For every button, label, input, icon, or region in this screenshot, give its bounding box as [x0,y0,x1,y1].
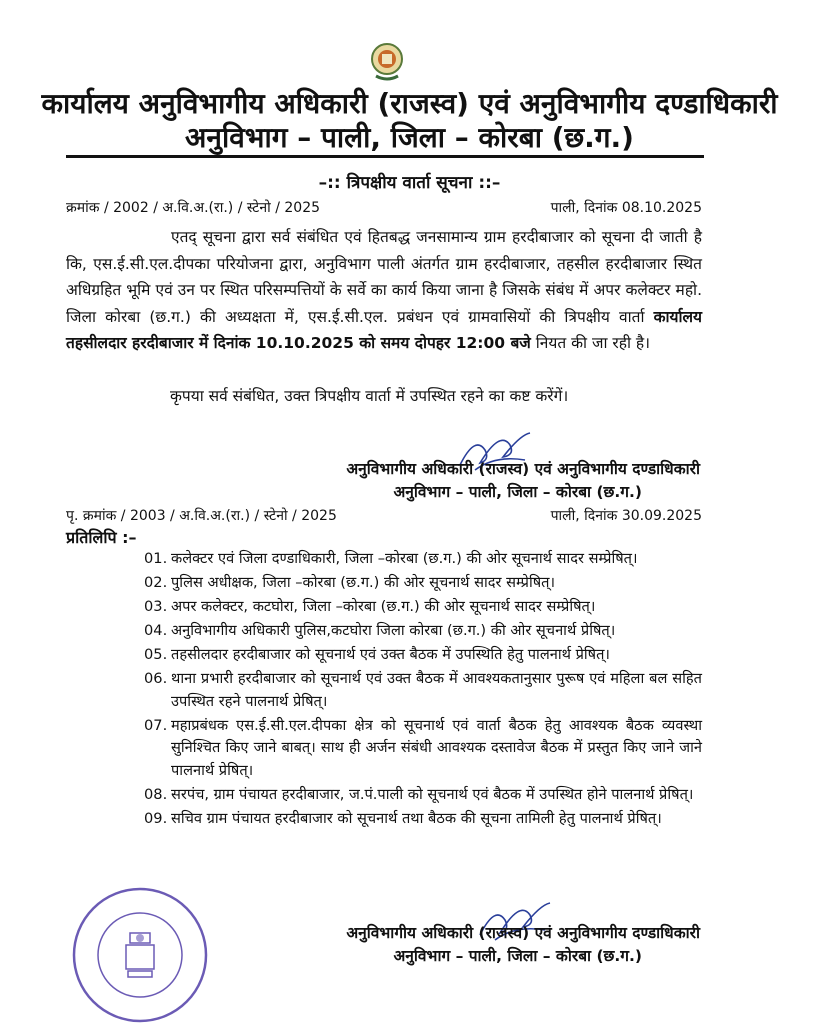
notice-body-text-end: नियत की जा रही है। [530,334,651,352]
copy-list [144,548,702,832]
item-text: सचिव ग्राम पंचायत हरदीबाजार को सूचनार्थ तथा बैठक की सूचना तामिली हेतु पालनार्थ प्रेषित्। [171,809,662,827]
copy-ref-line [66,506,702,525]
notice-request: कृपया सर्व संबंधित, उक्त त्रिपक्षीय वार्ता में उपस्थित रहने का कष्ट करेंगें। [170,387,569,405]
item-text: अनुविभागीय अधिकारी पुलिस,कटघोरा जिला कोरबा (छ.ग.) की ओर सूचनार्थ प्रेषित्। [171,622,616,639]
signature-block [230,458,700,504]
signatory-designation: अनुविभागीय अधिकारी (राजस्व) एवं अनुविभागीय दण्डाधिकारी [346,460,700,478]
list-item [144,784,702,807]
item-number: 04. [144,622,168,639]
list-item [144,596,702,619]
list-item [144,620,702,643]
item-text: महाप्रबंधक एस.ई.सी.एल.दीपका क्षेत्र को सूचनार्थ एवं वार्ता बैठक हेतु आवश्यक बैठक व्यवस्था सुनिश्चित किए जाने बाबत्। साथ ही अर्जन संबंधी आवश्यक दस्तावेज बैठक में प्रस्तुत किए जाने जाने पालनार्थ प्रेषित्। [171,716,702,779]
copy-ref-number: पृ. क्रमांक / 2003 / अ.वि.अ.(रा.) / स्टेनो / 2025 [66,508,337,524]
item-text: पुलिस अधीक्षक, जिला –कोरबा (छ.ग.) की ओर सूचनार्थ सादर सम्प्रेषित्। [171,574,556,591]
list-item [144,644,702,667]
item-number: 08. [144,785,168,803]
copy-heading: प्रतिलिपि :– [66,528,137,547]
item-text: कलेक्टर एवं जिला दण्डाधिकारी, जिला –कोरबा (छ.ग.) की ओर सूचनार्थ सादर सम्प्रेषित्। [171,550,638,567]
signatory-office: अनुविभाग – पाली, जिला – कोरबा (छ.ग.) [393,947,642,965]
office-seal-icon [68,885,212,1025]
list-item [144,808,702,831]
item-number: 09. [144,809,168,827]
list-item [144,548,702,571]
notice-heading: –:: त्रिपक्षीय वार्ता सूचना ::– [318,173,501,193]
office-subtitle: अनुविभाग – पाली, जिला – कोरबा (छ.ग.) [185,121,634,154]
notice-body-bold: कार्यालय तहसीलदार हरदीबाजार में दिनांक 10.10.2025 को समय दोपहर 12:00 बजे [66,307,702,352]
notice-body [66,224,702,357]
signatory-designation: अनुविभागीय अधिकारी (राजस्व) एवं अनुविभागीय दण्डाधिकारी [346,924,700,942]
signatory-office: अनुविभाग – पाली, जिला – कोरबा (छ.ग.) [393,483,642,501]
item-number: 05. [144,646,168,663]
item-number: 03. [144,598,168,615]
notice-body-text: एतद् सूचना द्वारा सर्व संबंधित एवं हितबद्ध जनसामान्य ग्राम हरदीबाजार को सूचना दी जाती है कि, एस.ई.सी.एल.दीपका परियोजना द्वारा, अनुविभाग पाली अंतर्गत ग्राम हरदीबाजार, तहसील हरदीबाजार स्थित अधिग्रहित भूमि एवं उन पर स्थित परिसम्पत्तियों के सर्वे का कार्य किया जाना है जिसके संबंध में अपर कलेक्टर महो. जिला कोरबा (छ.ग.) की अध्यक्षता में, एस.ई.सी.एल. प्रबंधन एवं ग्रामवासियों की त्रिपक्षीय वार्ता [66,228,702,326]
item-text: सरपंच, ग्राम पंचायत हरदीबाजार, ज.पं.पाली को सूचनार्थ एवं बैठक में उपस्थित होने पालनार्थ प्रेषित्। [171,785,694,803]
item-number: 07. [144,716,168,734]
item-number: 02. [144,574,168,591]
header-divider [66,155,704,158]
list-item [144,715,702,783]
signature-block-copy [230,922,700,968]
office-title: कार्यालय अनुविभागीय अधिकारी (राजस्व) एवं अनुविभागीय दण्डाधिकारी [41,87,778,120]
item-number: 06. [144,670,168,687]
notice-place-date: पाली, दिनांक 08.10.2025 [550,200,702,216]
item-number: 01. [144,550,168,567]
notice-ref-line [66,198,702,217]
state-emblem-icon [370,42,404,82]
list-item [144,572,702,595]
list-item [144,668,702,713]
item-text: अपर कलेक्टर, कटघोरा, जिला –कोरबा (छ.ग.) की ओर सूचनार्थ सादर सम्प्रेषित्। [171,598,596,615]
copy-place-date: पाली, दिनांक 30.09.2025 [550,508,702,524]
item-text: तहसीलदार हरदीबाजार को सूचनार्थ एवं उक्त बैठक में उपस्थिति हेतु पालनार्थ प्रेषित्। [171,646,610,663]
item-text: थाना प्रभारी हरदीबाजार को सूचनार्थ एवं उक्त बैठक में आवश्यकतानुसार पुरूष एवं महिला बल सहित उपस्थित रहने पालनार्थ प्रेषित्। [171,670,702,710]
notice-ref-number: क्रमांक / 2002 / अ.वि.अ.(रा.) / स्टेनो / 2025 [66,200,321,216]
